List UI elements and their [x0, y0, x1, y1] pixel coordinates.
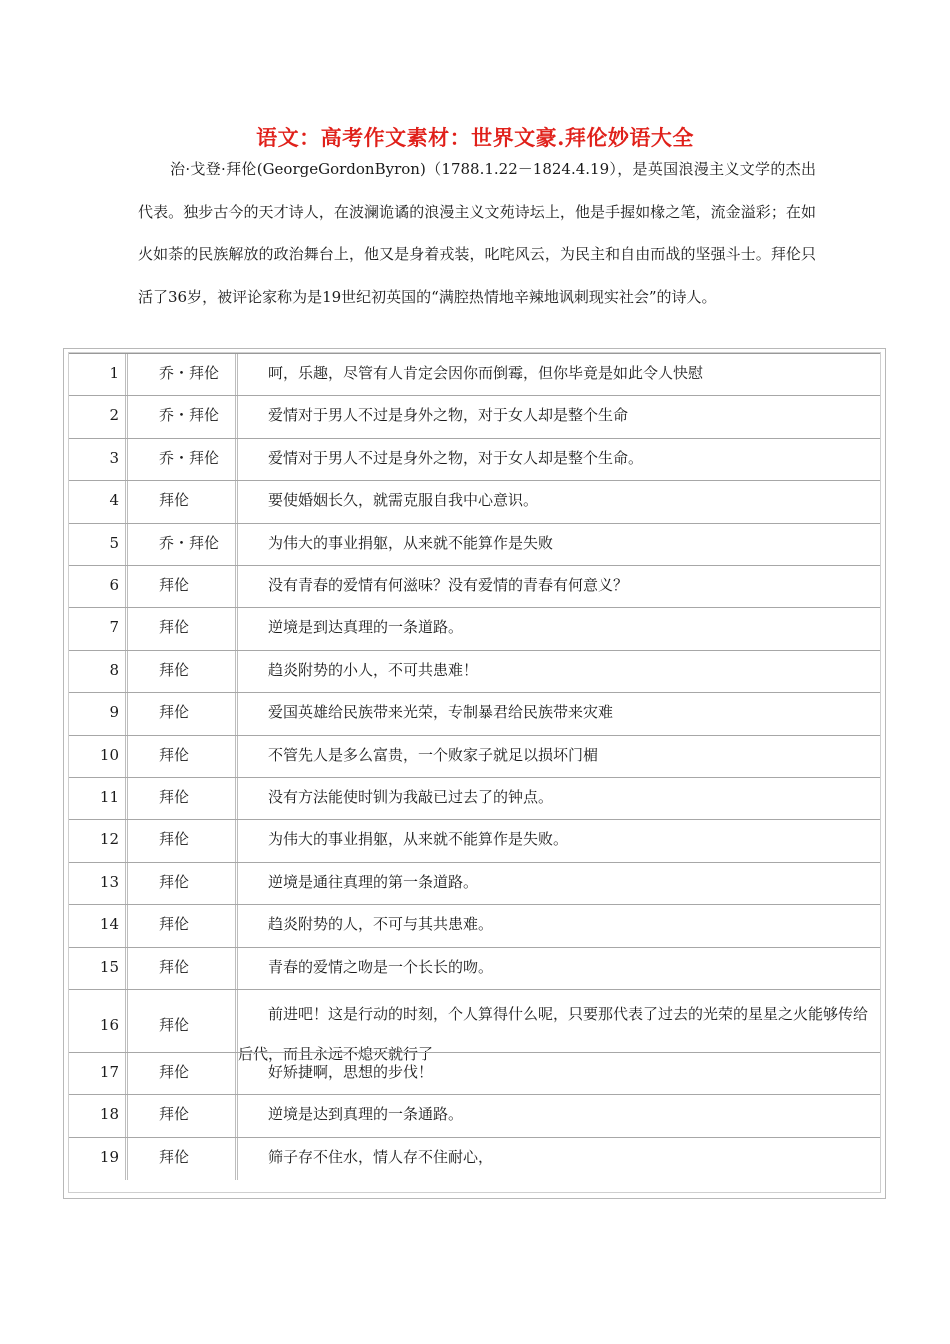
table-row	[69, 650, 880, 693]
quotes-table	[63, 348, 886, 1199]
row-author: 拜伦	[125, 566, 233, 608]
row-quote: 没有青春的爱情有何滋味？没有爱情的青春有何意义？	[268, 576, 629, 594]
row-quote: 为伟大的事业捐躯，从来就不能算作是失败。	[268, 830, 569, 849]
row-quote-cell	[235, 608, 880, 650]
row-author: 乔・拜伦	[125, 396, 233, 438]
row-quote-cell	[235, 778, 880, 820]
row-author: 拜伦	[125, 863, 233, 905]
row-number: 6	[109, 576, 119, 594]
row-number: 16	[99, 1016, 119, 1034]
row-author: 拜伦	[125, 693, 233, 735]
table-row	[69, 819, 880, 862]
row-quote-cell	[235, 736, 880, 778]
intro-paragraph: 治·戈登·拜伦(GeorgeGordonByron)（1788.1.22－1824.4.19），是英国浪漫主义文学的杰出代表。独步古今的天才诗人，在波澜诡谲的浪漫主义文苑诗坛上，他是手握如椽之笔，流金溢彩；在如火如荼的民族解放的政治舞台上，他又是身着戎装，叱咤风云，为民主和自由而战的坚强斗士。拜伦只活了36岁，被评论家称为是19世纪初英国的“满腔热情地辛辣地讽刺现实社会”的诗人。	[138, 160, 816, 306]
row-author: 拜伦	[125, 481, 233, 523]
table-row	[69, 735, 880, 778]
row-number: 13	[99, 872, 119, 891]
table-row	[69, 1052, 880, 1095]
row-number: 11	[99, 788, 119, 806]
row-number: 3	[109, 448, 119, 467]
row-quote-cell	[235, 1138, 880, 1180]
table-row	[69, 1137, 880, 1180]
row-quote: 筛子存不住水，情人存不住耐心，	[268, 1147, 494, 1166]
row-number: 17	[99, 1063, 119, 1081]
row-author: 拜伦	[125, 990, 233, 1053]
row-quote: 青春的爱情之吻是一个长长的吻。	[268, 957, 494, 976]
row-author: 拜伦	[125, 736, 233, 778]
row-author: 拜伦	[125, 1053, 233, 1095]
row-quote-cell	[235, 948, 880, 990]
table-row	[69, 989, 880, 1063]
row-quote-cell	[235, 566, 880, 608]
row-author: 乔・拜伦	[125, 439, 233, 481]
row-quote: 趋炎附势的人，不可与其共患难。	[268, 915, 494, 934]
row-number: 7	[109, 618, 119, 637]
row-author: 乔・拜伦	[125, 354, 233, 396]
row-number: 8	[109, 660, 119, 679]
row-quote: 为伟大的事业捐躯，从来就不能算作是失败	[268, 533, 554, 552]
table-row	[69, 904, 880, 947]
row-author: 拜伦	[125, 1095, 233, 1137]
table-row	[69, 523, 880, 566]
row-number: 12	[99, 830, 119, 849]
row-quote-cell	[235, 905, 880, 947]
row-author: 拜伦	[125, 948, 233, 990]
table-row	[69, 607, 880, 650]
row-author: 拜伦	[125, 1138, 233, 1180]
row-quote-cell	[235, 481, 880, 523]
row-quote-cell	[235, 1053, 880, 1095]
row-author: 拜伦	[125, 905, 233, 947]
row-author: 拜伦	[125, 651, 233, 693]
row-author: 拜伦	[125, 820, 233, 862]
row-quote: 前进吧！这是行动的时刻，个人算得什么呢，只要那代表了过去的光荣的星星之火能够传给后代，而且永远不熄灭就行了	[238, 1005, 869, 1063]
row-quote-cell	[235, 439, 880, 481]
row-quote: 没有方法能使时钏为我敲已过去了的钟点。	[268, 788, 554, 806]
row-author: 拜伦	[125, 778, 233, 820]
document-title: 语文：高考作文素材：世界文豪.拜伦妙语大全	[256, 125, 694, 150]
row-quote-cell	[235, 990, 880, 1063]
row-quote: 爱情对于男人不过是身外之物，对于女人却是整个生命	[268, 406, 629, 425]
table-row	[69, 480, 880, 523]
table-row	[69, 565, 880, 608]
table-row	[69, 395, 880, 438]
row-number: 9	[109, 703, 119, 722]
table-row	[69, 1094, 880, 1137]
row-quote-cell	[235, 396, 880, 438]
row-number: 18	[99, 1105, 119, 1124]
row-quote-cell	[235, 524, 880, 566]
row-number: 15	[99, 957, 119, 976]
row-quote: 呵，乐趣，尽管有人肯定会因你而倒霉，但你毕竟是如此令人快慰	[268, 364, 704, 382]
row-author: 拜伦	[125, 608, 233, 650]
row-quote-cell	[235, 354, 880, 396]
table-row	[69, 947, 880, 990]
table-row	[69, 353, 880, 396]
row-quote: 好矫捷啊，思想的步伐！	[268, 1063, 434, 1081]
row-quote: 逆境是通往真理的第一条道路。	[268, 872, 479, 891]
row-quote: 逆境是到达真理的一条道路。	[268, 618, 464, 637]
row-number: 19	[99, 1147, 119, 1166]
row-number: 14	[99, 915, 119, 934]
row-author: 乔・拜伦	[125, 524, 233, 566]
row-quote: 不管先人是多么富贵，一个败家子就足以损坏门楣	[268, 745, 599, 764]
row-quote-cell	[235, 863, 880, 905]
row-number: 2	[109, 406, 119, 425]
quotes-table-body	[68, 352, 881, 1193]
row-number: 1	[109, 364, 119, 382]
row-quote: 要使婚姻长久，就需克服自我中心意识。	[268, 491, 539, 510]
row-quote-cell	[235, 1095, 880, 1137]
table-row	[69, 438, 880, 481]
row-number: 10	[99, 745, 119, 764]
row-quote-cell	[235, 651, 880, 693]
row-quote: 爱情对于男人不过是身外之物，对于女人却是整个生命。	[268, 448, 644, 467]
row-quote-cell	[235, 820, 880, 862]
table-row	[69, 862, 880, 905]
row-number: 5	[109, 533, 119, 552]
row-quote: 爱国英雄给民族带来光荣，专制暴君给民族带来灾难	[268, 703, 614, 722]
table-row	[69, 692, 880, 735]
row-quote: 趋炎附势的小人，不可共患难！	[268, 660, 479, 679]
table-row	[69, 777, 880, 820]
row-quote-cell	[235, 693, 880, 735]
row-number: 4	[109, 491, 119, 510]
row-quote: 逆境是达到真理的一条通路。	[268, 1105, 464, 1124]
